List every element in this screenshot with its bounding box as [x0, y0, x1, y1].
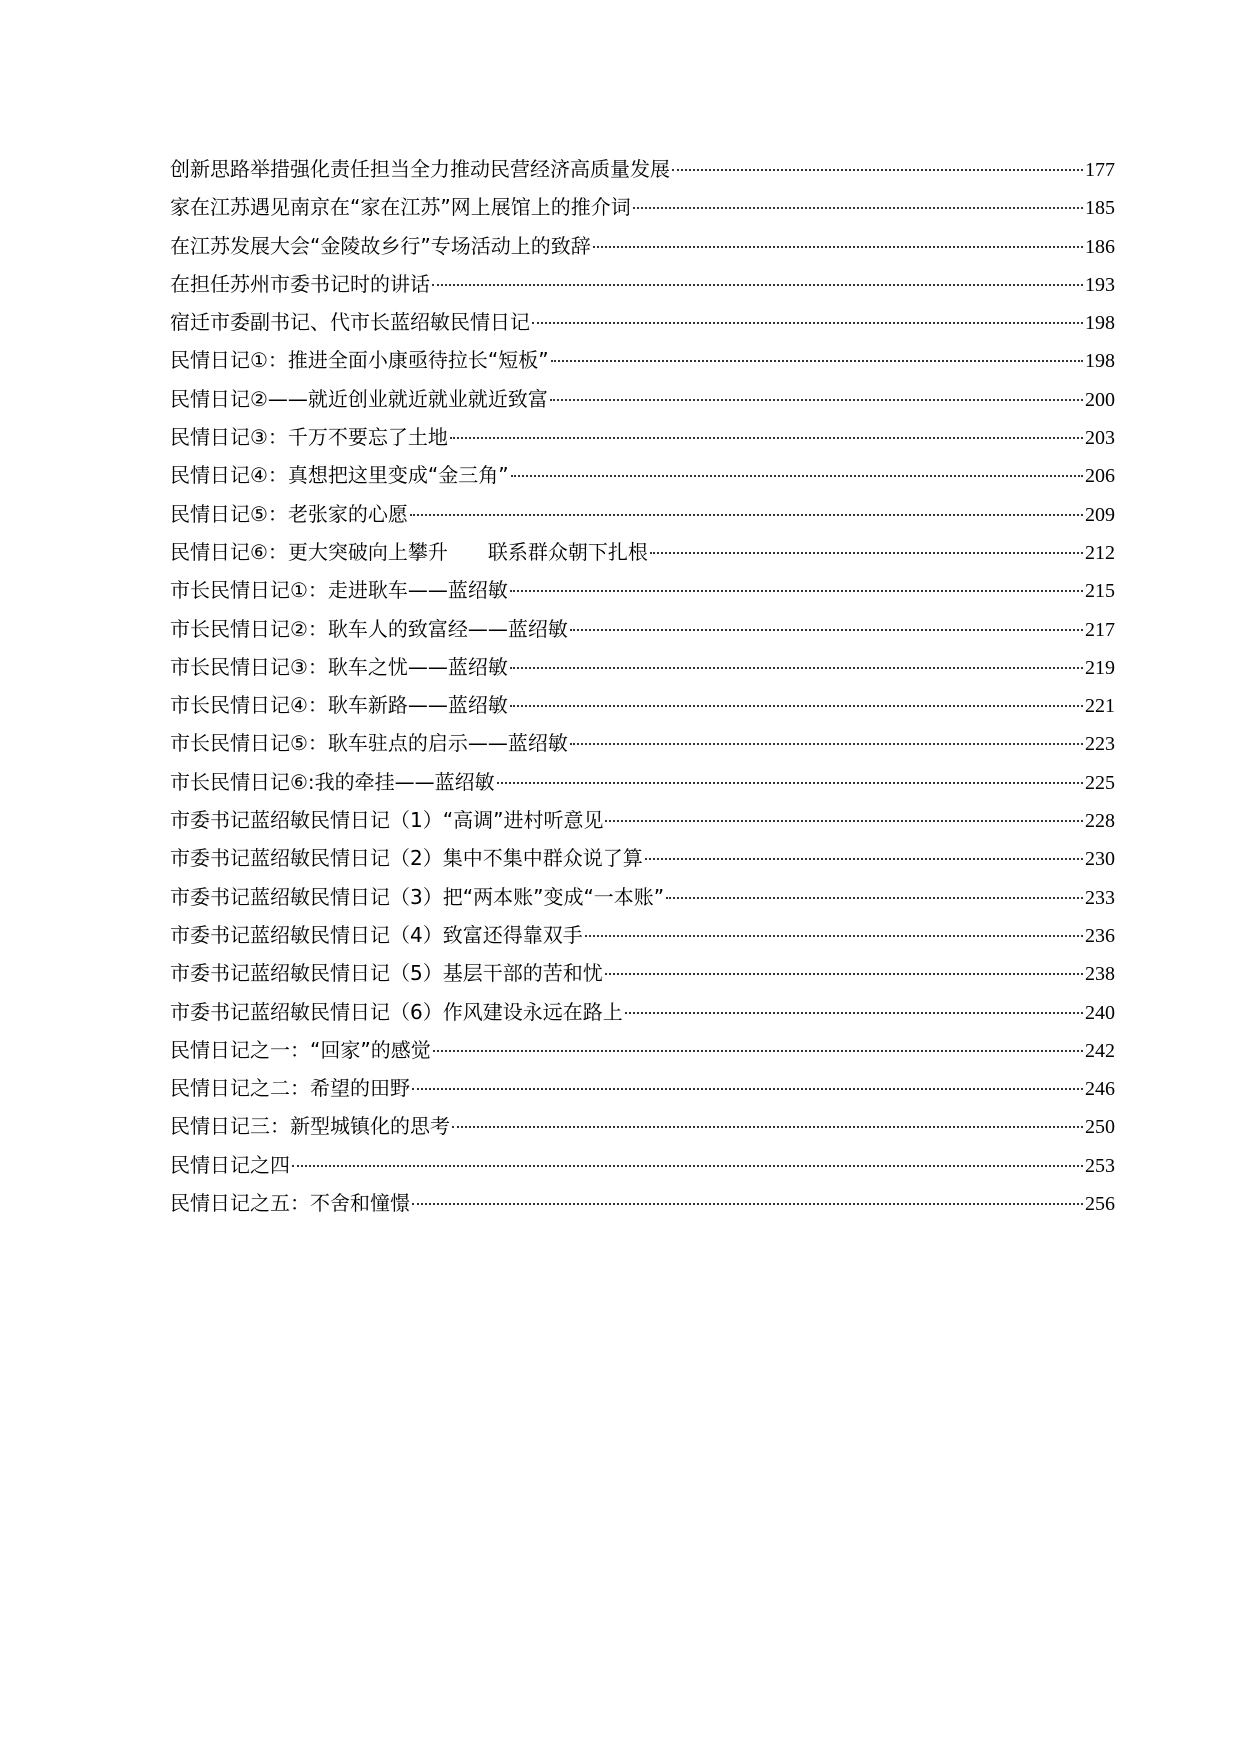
toc-dot-leader	[292, 1165, 1083, 1167]
toc-entry-page-number[interactable]: 240	[1085, 1001, 1115, 1024]
toc-dot-leader	[625, 1012, 1083, 1014]
toc-entry-title[interactable]: 民情日记②——就近创业就近就业就近致富	[170, 386, 548, 411]
toc-dot-leader	[450, 437, 1083, 439]
toc-entry-page-number[interactable]: 230	[1085, 848, 1115, 871]
toc-dot-leader	[510, 590, 1083, 592]
toc-dot-leader	[497, 782, 1083, 784]
toc-entry-page-number[interactable]: 233	[1085, 886, 1115, 909]
toc-entry[interactable]	[170, 686, 1115, 724]
toc-entry-page-number[interactable]: 219	[1085, 656, 1115, 679]
toc-entry-title[interactable]: 民情日记④：真想把这里变成“金三角”	[170, 463, 509, 488]
toc-entry-page-number[interactable]: 238	[1085, 963, 1115, 986]
toc-entry-page-number[interactable]: 253	[1085, 1154, 1115, 1177]
toc-entry-page-number[interactable]: 200	[1085, 388, 1115, 411]
toc-entry[interactable]	[170, 533, 1115, 571]
toc-entry-title[interactable]: 市委书记蓝绍敏民情日记（2）集中不集中群众说了算	[170, 846, 643, 871]
toc-entry-title[interactable]: 市长民情日记①：走进耿车——蓝绍敏	[170, 578, 508, 603]
toc-entry-title[interactable]: 在担任苏州市委书记时的讲话	[170, 271, 430, 296]
toc-dot-leader	[510, 667, 1083, 669]
toc-entry-title[interactable]: 民情日记⑥：更大突破向上攀升 联系群众朝下扎根	[170, 539, 648, 564]
toc-entry-title[interactable]: 市委书记蓝绍敏民情日记（6）作风建设永远在路上	[170, 999, 623, 1024]
toc-entry-page-number[interactable]: 246	[1085, 1078, 1115, 1101]
toc-entry[interactable]	[170, 724, 1115, 762]
toc-entry-title[interactable]: 民情日记之五：不舍和憧憬	[170, 1191, 410, 1216]
toc-entry[interactable]	[170, 265, 1115, 303]
toc-entry-title[interactable]: 市长民情日记②：耿车人的致富经——蓝绍敏	[170, 616, 568, 641]
toc-entry[interactable]	[170, 188, 1115, 226]
toc-dot-leader	[645, 858, 1083, 860]
toc-entry-page-number[interactable]: 198	[1085, 312, 1115, 335]
toc-entry[interactable]	[170, 418, 1115, 456]
toc-entry[interactable]	[170, 341, 1115, 379]
toc-dot-leader	[452, 1126, 1083, 1128]
toc-dot-leader	[432, 284, 1083, 286]
toc-entry-page-number[interactable]: 198	[1085, 350, 1115, 373]
toc-dot-leader	[650, 552, 1083, 554]
toc-entry-page-number[interactable]: 177	[1085, 159, 1115, 181]
toc-entry-title[interactable]: 宿迁市委副书记、代市长蓝绍敏民情日记	[170, 310, 530, 335]
toc-dot-leader	[672, 169, 1083, 171]
toc-entry-page-number[interactable]: 186	[1085, 235, 1115, 258]
toc-dot-leader	[593, 246, 1083, 248]
toc-entry[interactable]	[170, 227, 1115, 265]
toc-entry-page-number[interactable]: 217	[1085, 618, 1115, 641]
toc-entry-page-number[interactable]: 203	[1085, 427, 1115, 450]
toc-entry-page-number[interactable]: 206	[1085, 465, 1115, 488]
toc-entry-title[interactable]: 市委书记蓝绍敏民情日记（5）基层干部的苦和忧	[170, 961, 603, 986]
toc-dot-leader	[510, 705, 1083, 707]
toc-entry[interactable]	[170, 1184, 1115, 1222]
table-of-contents	[170, 150, 1115, 1222]
toc-entry-page-number[interactable]: 236	[1085, 924, 1115, 947]
toc-entry-page-number[interactable]: 256	[1085, 1193, 1115, 1216]
toc-entry-page-number[interactable]: 228	[1085, 810, 1115, 833]
toc-entry[interactable]	[170, 993, 1115, 1031]
toc-dot-leader	[585, 935, 1083, 937]
toc-dot-leader	[550, 399, 1083, 401]
toc-entry-title[interactable]: 市委书记蓝绍敏民情日记（3）把“两本账”变成“一本账”	[170, 884, 665, 909]
toc-dot-leader	[412, 1203, 1083, 1205]
toc-entry-page-number[interactable]: 223	[1085, 733, 1115, 756]
toc-entry-title[interactable]: 民情日记之二：希望的田野	[170, 1076, 410, 1101]
toc-entry-title[interactable]: 民情日记⑤：老张家的心愿	[170, 501, 408, 526]
toc-entry[interactable]	[170, 648, 1115, 686]
toc-dot-leader	[633, 207, 1083, 209]
toc-entry-title[interactable]: 在江苏发展大会“金陵故乡行”专场活动上的致辞	[170, 233, 591, 258]
toc-entry-page-number[interactable]: 209	[1085, 503, 1115, 526]
toc-dot-leader	[532, 322, 1083, 324]
toc-entry-title[interactable]: 市委书记蓝绍敏民情日记（4）致富还得靠双手	[170, 922, 583, 947]
toc-entry[interactable]	[170, 1031, 1115, 1069]
toc-dot-leader	[605, 973, 1083, 975]
toc-entry-title[interactable]: 民情日记三：新型城镇化的思考	[170, 1114, 450, 1139]
toc-entry[interactable]	[170, 1107, 1115, 1145]
toc-entry-page-number[interactable]: 225	[1085, 771, 1115, 794]
toc-entry[interactable]	[170, 1069, 1115, 1107]
toc-entry-page-number[interactable]: 185	[1085, 197, 1115, 220]
toc-dot-leader	[551, 360, 1083, 362]
toc-dot-leader	[570, 629, 1083, 631]
toc-entry-title[interactable]: 市长民情日记⑥:我的牵挂——蓝绍敏	[170, 769, 495, 794]
toc-entry-page-number[interactable]: 215	[1085, 580, 1115, 603]
toc-entry-title[interactable]: 创新思路举措强化责任担当全力推动民营经济高质量发展	[170, 157, 670, 181]
toc-entry-title[interactable]: 民情日记之一：“回家”的感觉	[170, 1037, 431, 1062]
toc-entry[interactable]	[170, 456, 1115, 494]
toc-entry[interactable]	[170, 916, 1115, 954]
toc-entry-page-number[interactable]: 221	[1085, 695, 1115, 718]
toc-entry[interactable]	[170, 878, 1115, 916]
toc-entry-title[interactable]: 市委书记蓝绍敏民情日记（1）“高调”进村听意见	[170, 808, 604, 833]
toc-entry[interactable]	[170, 839, 1115, 877]
toc-entry-page-number[interactable]: 250	[1085, 1116, 1115, 1139]
toc-entry-page-number[interactable]: 242	[1085, 1039, 1115, 1062]
toc-entry-page-number[interactable]: 212	[1085, 541, 1115, 564]
toc-entry-page-number[interactable]: 193	[1085, 273, 1115, 296]
toc-entry[interactable]	[170, 763, 1115, 801]
toc-entry-title[interactable]: 民情日记③：千万不要忘了土地	[170, 425, 448, 450]
toc-entry-title[interactable]: 市长民情日记③：耿车之忧——蓝绍敏	[170, 654, 508, 679]
toc-entry[interactable]	[170, 380, 1115, 418]
toc-dot-leader	[605, 820, 1083, 822]
toc-entry-title[interactable]: 市长民情日记④：耿车新路——蓝绍敏	[170, 693, 508, 718]
toc-entry-title[interactable]: 家在江苏遇见南京在“家在江苏”网上展馆上的推介词	[170, 195, 631, 220]
toc-entry[interactable]	[170, 954, 1115, 992]
toc-dot-leader	[666, 897, 1083, 899]
toc-entry[interactable]	[170, 610, 1115, 648]
toc-entry[interactable]	[170, 495, 1115, 533]
toc-dot-leader	[433, 1050, 1083, 1052]
toc-dot-leader	[570, 743, 1083, 745]
toc-entry-title[interactable]: 民情日记之四	[170, 1152, 290, 1177]
toc-dot-leader	[511, 475, 1083, 477]
toc-dot-leader	[410, 514, 1083, 516]
toc-entry[interactable]	[170, 150, 1115, 188]
toc-dot-leader	[412, 1088, 1083, 1090]
toc-entry-title[interactable]: 民情日记①：推进全面小康亟待拉长“短板”	[170, 348, 549, 373]
toc-entry-title[interactable]: 市长民情日记⑤：耿车驻点的启示——蓝绍敏	[170, 731, 568, 756]
toc-entry[interactable]	[170, 303, 1115, 341]
toc-entry[interactable]	[170, 1146, 1115, 1184]
toc-entry[interactable]	[170, 571, 1115, 609]
toc-entry[interactable]	[170, 801, 1115, 839]
